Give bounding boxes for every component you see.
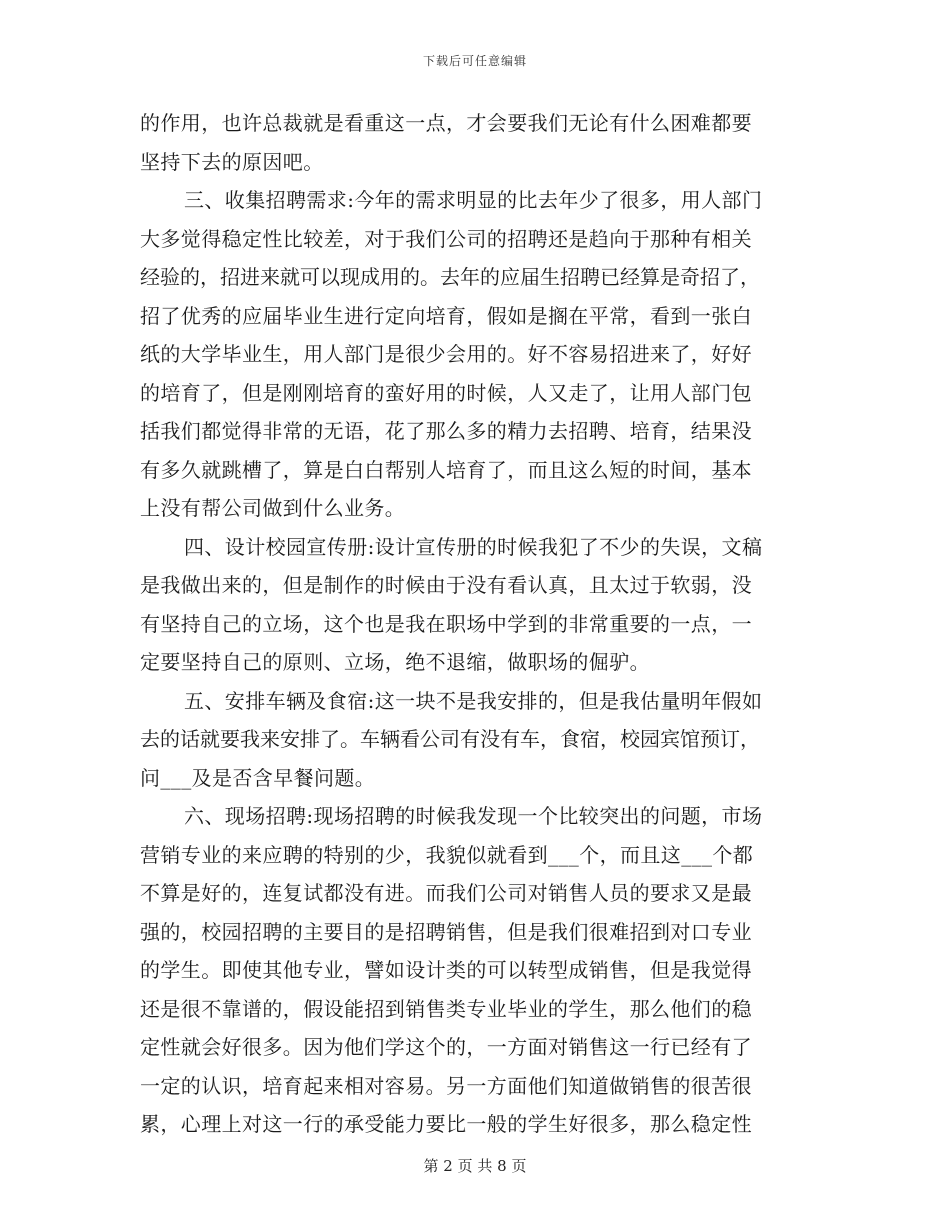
text-line: 累，心理上对这一行的承受能力要比一般的学生好很多，那么稳定性 bbox=[140, 1112, 752, 1136]
page-footer: 第 2 页 共 8 页 bbox=[423, 1157, 527, 1175]
section-3-heading-line: 三、收集招聘需求:今年的需求明显的比去年少了很多，用人部门 bbox=[184, 188, 763, 212]
text-line: 的培育了，但是刚刚培育的蛮好用的时候，人又走了，让用人部门包 bbox=[140, 380, 752, 405]
section-5-heading-line: 五、安排车辆及食宿:这一块不是我安排的，但是我估量明年假如 bbox=[184, 688, 763, 713]
text-line: 上没有帮公司做到什么业务。 bbox=[140, 496, 406, 520]
text-line: 坚持下去的原因吧。 bbox=[140, 149, 324, 174]
page-header: 下载后可任意编辑 bbox=[422, 54, 527, 68]
text-line: 问___及是否含早餐问题。 bbox=[140, 765, 376, 790]
section-4-heading-line: 四、设计校园宣传册:设计宣传册的时候我犯了不少的失误，文稿 bbox=[184, 534, 763, 559]
document-body bbox=[140, 104, 810, 1144]
text-line: 不算是好的，连复试都没有进。而我们公司对销售人员的要求又是最 bbox=[140, 881, 752, 905]
text-line: 经验的，招进来就可以现成用的。去年的应届生招聘已经算是奇招了， bbox=[140, 265, 760, 289]
text-line: 招了优秀的应届毕业生进行定向培育，假如是搁在平常，看到一张白 bbox=[140, 303, 752, 328]
text-line: 去的话就要我来安排了。车辆看公司有没有车，食宿，校园宾馆预订， bbox=[140, 727, 760, 751]
section-6-heading-line: 六、现场招聘:现场招聘的时候我发现一个比较突出的问题，市场 bbox=[184, 804, 763, 828]
text-line: 营销专业的来应聘的特别的少，我貌似就看到___个，而且这___个都 bbox=[140, 842, 754, 867]
text-line: 纸的大学毕业生，用人部门是很少会用的。好不容易招进来了，好好 bbox=[140, 342, 752, 366]
text-line: 大多觉得稳定性比较差，对于我们公司的招聘还是趋向于那种有相关 bbox=[140, 226, 752, 251]
text-line: 有坚持自己的立场，这个也是我在职场中学到的非常重要的一点，一 bbox=[140, 611, 752, 636]
text-line: 定要坚持自己的原则、立场，绝不退缩，做职场的倔驴。 bbox=[140, 650, 650, 674]
text-line: 括我们都觉得非常的无语，花了那么多的精力去招聘、培育，结果没 bbox=[140, 419, 752, 443]
text-line: 有多久就跳槽了，算是白白帮别人培育了，而且这么短的时间，基本 bbox=[140, 457, 752, 482]
text-line: 的学生。即使其他专业，譬如设计类的可以转型成销售，但是我觉得 bbox=[140, 958, 752, 982]
text-line: 的作用，也许总裁就是看重这一点，才会要我们无论有什么困难都要 bbox=[140, 111, 752, 135]
text-line: 是我做出来的，但是制作的时候由于没有看认真，且太过于软弱，没 bbox=[140, 573, 752, 597]
text-line: 强的，校园招聘的主要目的是招聘销售，但是我们很难招到对口专业 bbox=[140, 919, 752, 944]
text-line: 还是很不靠谱的，假设能招到销售类专业毕业的学生，那么他们的稳 bbox=[140, 996, 752, 1021]
text-line: 一定的认识，培育起来相对容易。另一方面他们知道做销售的很苦很 bbox=[140, 1073, 752, 1098]
text-line: 定性就会好很多。因为他们学这个的，一方面对销售这一行已经有了 bbox=[140, 1035, 752, 1059]
